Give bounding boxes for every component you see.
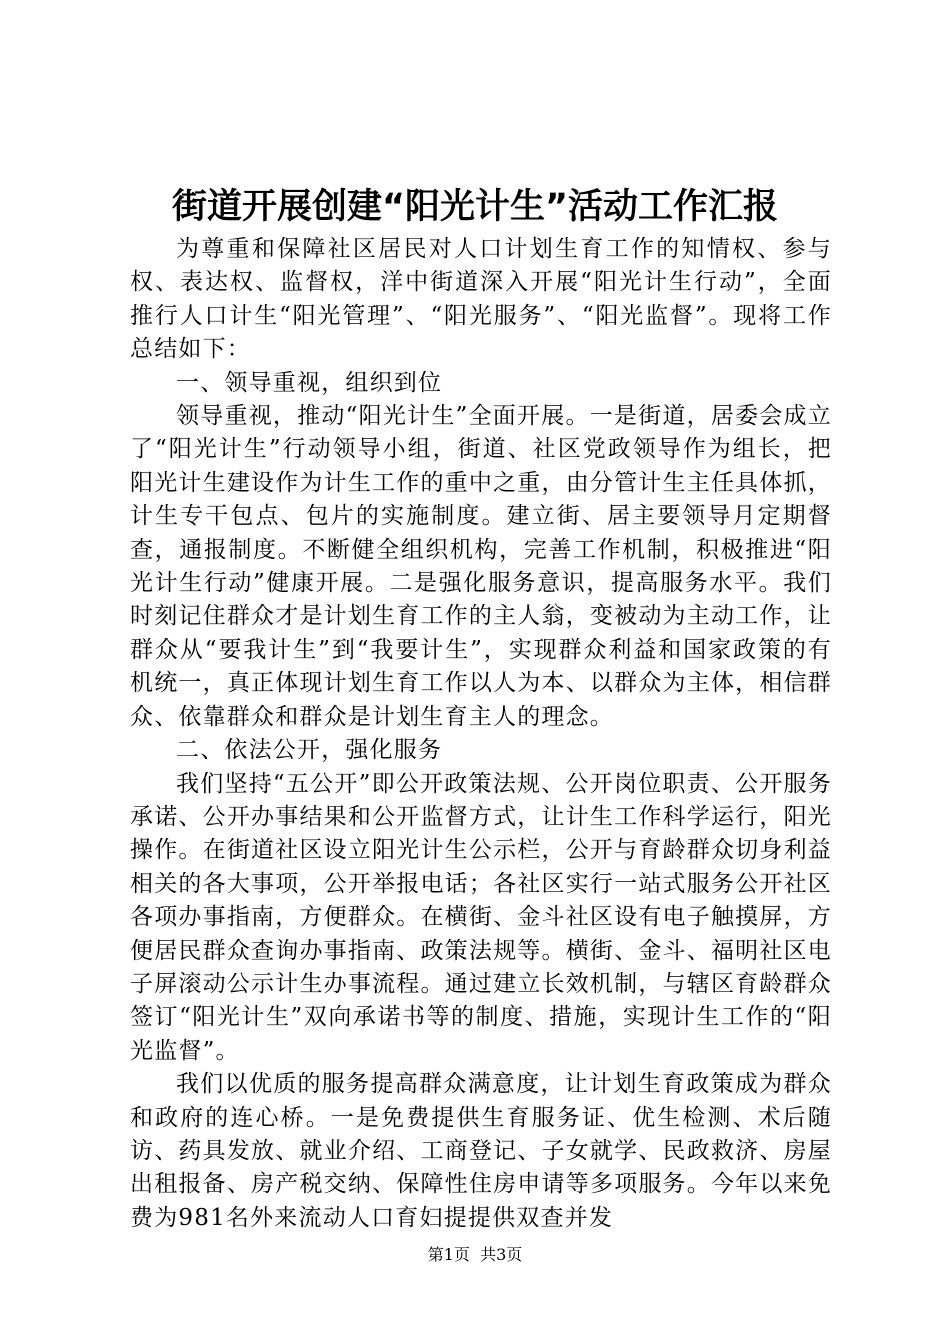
paragraph-leadership: 领导重视，推动“阳光计生”全面开展。一是街道，居委会成立了“阳光计生”行动领导小组，街道、社区党政领导作为组长，把阳光计生建设作为计生工作的重中之重，由分管计生主任具体抓，计生专干包点、包片的实施制度。建立街、居主要领导月定期督查，通报制度。不断健全组织机构，完善工作机制，积极推进“阳光计生行动”健康开展。二是强化服务意识，提高服务水平。我们时刻记住群众才是计划生育工作的主人翁，变被动为主动工作，让群众从“要我计生”到“我要计生”，实现群众利益和国家政策的有机统一，真正体现计划生育工作以人为本、以群众为主体，相信群众、依靠群众和群众是计划生育主人的理念。: [130, 403, 832, 730]
document-title: 街道开展创建“阳光计生”活动工作汇报: [171, 187, 778, 227]
paragraph-intro: 为尊重和保障社区居民对人口计划生育工作的知情权、参与权、表达权、监督权，洋中街道深入开展“阳光计生行动”，全面推行人口计生“阳光管理”、“阳光服务”、“阳光监督”。现将工作总结如下：: [130, 236, 832, 363]
paragraph-openness: 我们坚持“五公开”即公开政策法规、公开岗位职责、公开服务承诺、公开办事结果和公开监督方式，让计生工作科学运行，阳光操作。在街道社区设立阳光计生公示栏，公开与育龄群众切身利益相关的各大事项，公开举报电话；各社区实行一站式服务公开社区各项办事指南，方便群众。在横街、金斗社区设有电子触摸屏，方便居民群众查询办事指南、政策法规等。横街、金斗、福明社区电子屏滚动公示计生办事流程。通过建立长效机制，与辖区育龄群众签订“阳光计生”双向承诺书等的制度、措施，实现计生工作的“阳光监督”。: [130, 770, 832, 1064]
paragraph-service: 我们以优质的服务提高群众满意度，让计划生育政策成为群众和政府的连心桥。一是免费提供生育服务证、优生检测、术后随访、药具发放、就业介绍、工商登记、子女就学、民政救济、房屋出租报备、房产税交纳、保障性住房申请等多项服务。今年以来免费为981名外来流动人口育妇提提供双查并发: [130, 1071, 832, 1231]
section-heading-2: 二、依法公开，强化服务: [176, 737, 443, 764]
total-pages: 共3页: [480, 1245, 523, 1264]
page-footer: [0, 1244, 950, 1266]
page-number: 第1页: [427, 1245, 470, 1264]
section-heading-1: 一、领导重视，组织到位: [176, 369, 443, 396]
document-body: [130, 233, 832, 1235]
